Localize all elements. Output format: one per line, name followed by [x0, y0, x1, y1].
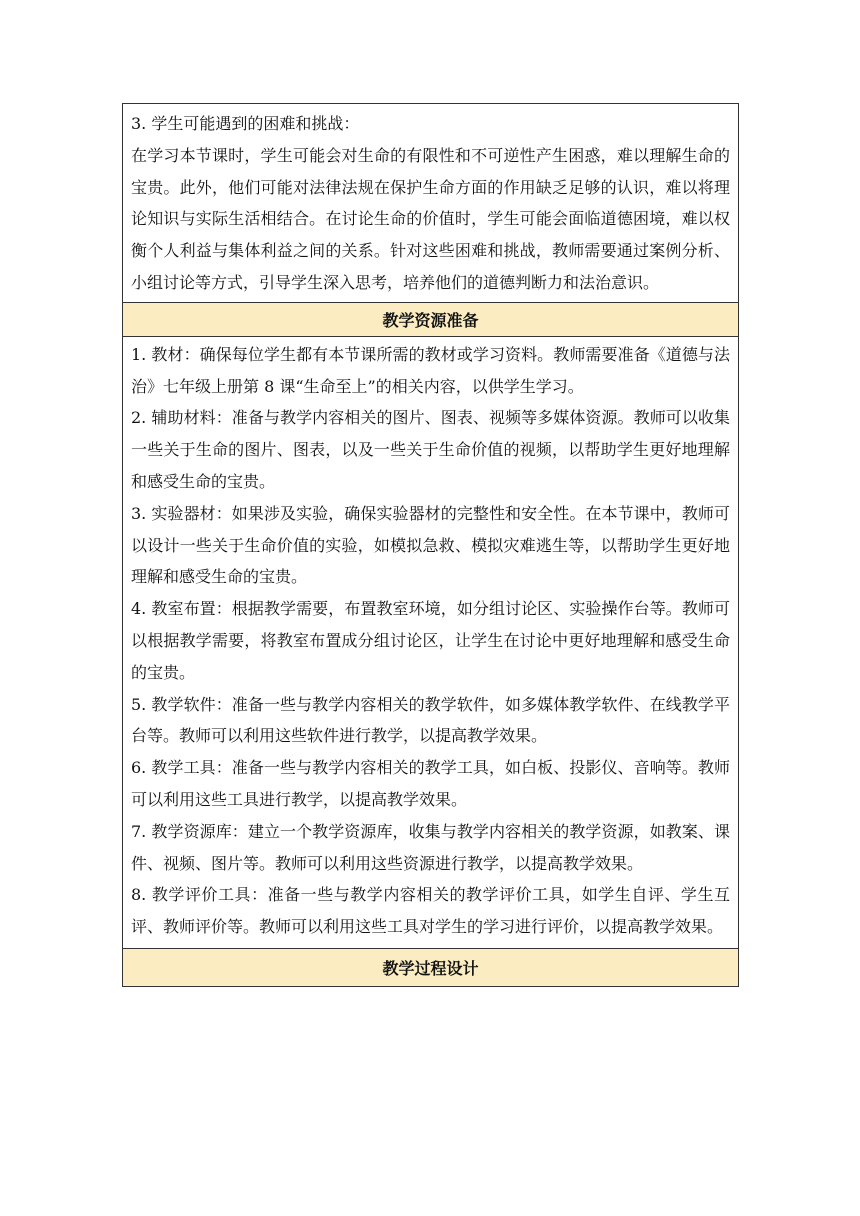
- challenges-body: 在学习本节课时，学生可能会对生命的有限性和不可逆性产生困惑，难以理解生命的宝贵。此外，他们可能对法律法规在保护生命方面的作用缺乏足够的认识，难以将理论知识与实际生活相结合。在讨论生命的价值时，学生可能会面临道德困境，难以权衡个人利益与集体利益之间的关系。针对这些困难和挑战，教师需要通过案例分析、小组讨论等方式，引导学生深入思考，培养他们的道德判断力和法治意识。: [131, 145, 730, 292]
- lesson-plan-table: [122, 103, 739, 987]
- resource-item-library: 7. 教学资源库：建立一个教学资源库，收集与教学内容相关的教学资源，如教案、课件、视频、图片等。教师可以利用这些资源进行教学，以提高教学效果。: [131, 821, 730, 873]
- resource-item-classroom: 4. 教室布置：根据教学需要，布置教室环境，如分组讨论区、实验操作台等。教师可以根据教学需要，将教室布置成分组讨论区，让学生在讨论中更好地理解和感受生命的宝贵。: [131, 599, 730, 682]
- challenges-heading: 3. 学生可能遇到的困难和挑战：: [131, 114, 360, 133]
- resource-item-auxiliary: 2. 辅助材料：准备与教学内容相关的图片、图表、视频等多媒体资源。教师可以收集一些关于生命的图片、图表，以及一些关于生命价值的视频，以帮助学生更好地理解和感受生命的宝贵。: [131, 408, 730, 491]
- resource-item-tools: 6. 教学工具：准备一些与教学内容相关的教学工具，如白板、投影仪、音响等。教师可以利用这些工具进行教学，以提高教学效果。: [131, 758, 730, 809]
- challenges-cell: [123, 104, 738, 302]
- resources-section-title: 教学资源准备: [382, 310, 479, 330]
- resource-item-equipment: 3. 实验器材：如果涉及实验，确保实验器材的完整性和安全性。在本节课中，教师可以设计一些关于生命价值的实验，如模拟急救、模拟灾难逃生等，以帮助学生更好地理解和感受生命的宝贵。: [131, 503, 730, 587]
- process-section-header: [123, 948, 738, 986]
- resource-item-evaluation: 8. 教学评价工具：准备一些与教学内容相关的教学评价工具，如学生自评、学生互评、教师评价等。教师可以利用这些工具对学生的学习进行评价，以提高教学效果。: [131, 885, 730, 937]
- resource-item-materials: 1. 教材：确保每位学生都有本节课所需的教材或学习资料。教师需要准备《道德与法治》七年级上册第 8 课“生命至上”的相关内容，以供学生学习。: [131, 344, 730, 396]
- resource-item-software: 5. 教学软件：准备一些与教学内容相关的教学软件，如多媒体教学软件、在线教学平台等。教师可以利用这些软件进行教学，以提高教学效果。: [131, 694, 730, 746]
- resources-section-header: [123, 302, 738, 337]
- resources-cell: [123, 337, 738, 948]
- process-section-title: 教学过程设计: [382, 958, 479, 978]
